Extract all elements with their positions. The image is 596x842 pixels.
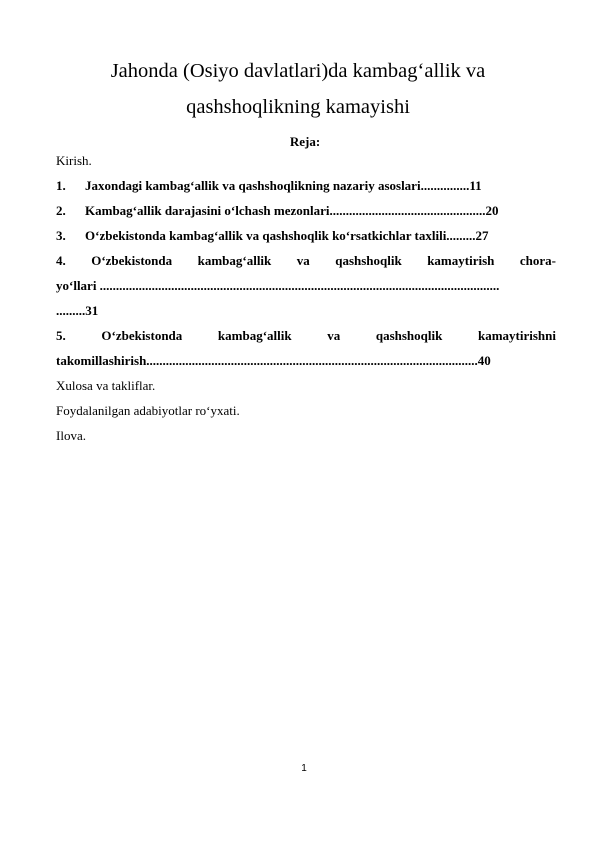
toc-item-5-word: kamaytirishni [477,328,556,343]
toc-item-2-number: 2. [56,203,66,218]
toc-item-4-number: 4. [56,253,66,268]
toc-item-3 [56,228,556,244]
toc-item-4-word: kambag‘allik [197,253,272,268]
conclusion-entry: Xulosa va takliflar. [56,378,156,393]
toc-item-5-word: va [327,328,341,343]
toc-item-2-text: Kambag‘allik darajasini o‘lchash mezonlari................................................20 [85,203,499,218]
toc-item-1 [56,178,556,194]
document-title-line-2: qashshoqlikning kamayishi [186,96,410,118]
plan-heading: Reja: [289,134,321,149]
page-number: 1 [301,763,307,774]
toc-item-4-word: chora- [519,253,556,268]
toc-item-4-word: O‘zbekistonda [91,253,173,268]
references-entry: Foydalanilgan adabiyotlar ro‘yxati. [56,403,240,418]
document-title-line-1: Jahonda (Osiyo davlatlari)da kambag‘allik va [110,60,486,82]
toc-item-5-word: kambag‘allik [217,328,292,343]
intro-entry: Kirish. [56,153,92,168]
toc-item-5-word: qashshoqlik [375,328,443,343]
toc-item-5-line-2: takomillashirish......................................................................................................40 [56,353,491,368]
toc-item-3-number: 3. [56,228,66,243]
toc-item-4-line-2: yo‘llari ........................................................................................................................... [56,278,500,293]
appendix-entry: Ilova. [56,428,86,443]
toc-item-4-word: kamaytirish [427,253,495,268]
toc-item-2 [56,203,556,219]
toc-item-4-word: va [296,253,310,268]
toc-item-4-line-3: .........31 [56,303,99,318]
toc-item-4-word: qashshoqlik [335,253,402,268]
toc-item-4-line-1 [56,253,556,269]
toc-item-5-line-1 [56,328,556,344]
toc-item-1-number: 1. [56,178,66,193]
toc-item-5-word: O‘zbekistonda [101,328,183,343]
toc-item-1-text: Jaxondagi kambag‘allik va qashshoqlikning nazariy asoslari...............11 [85,178,482,193]
toc-item-3-text: O‘zbekistonda kambag‘allik va qashshoqlik ko‘rsatkichlar taxlili.........27 [85,228,489,243]
toc-item-5-number: 5. [56,328,66,343]
